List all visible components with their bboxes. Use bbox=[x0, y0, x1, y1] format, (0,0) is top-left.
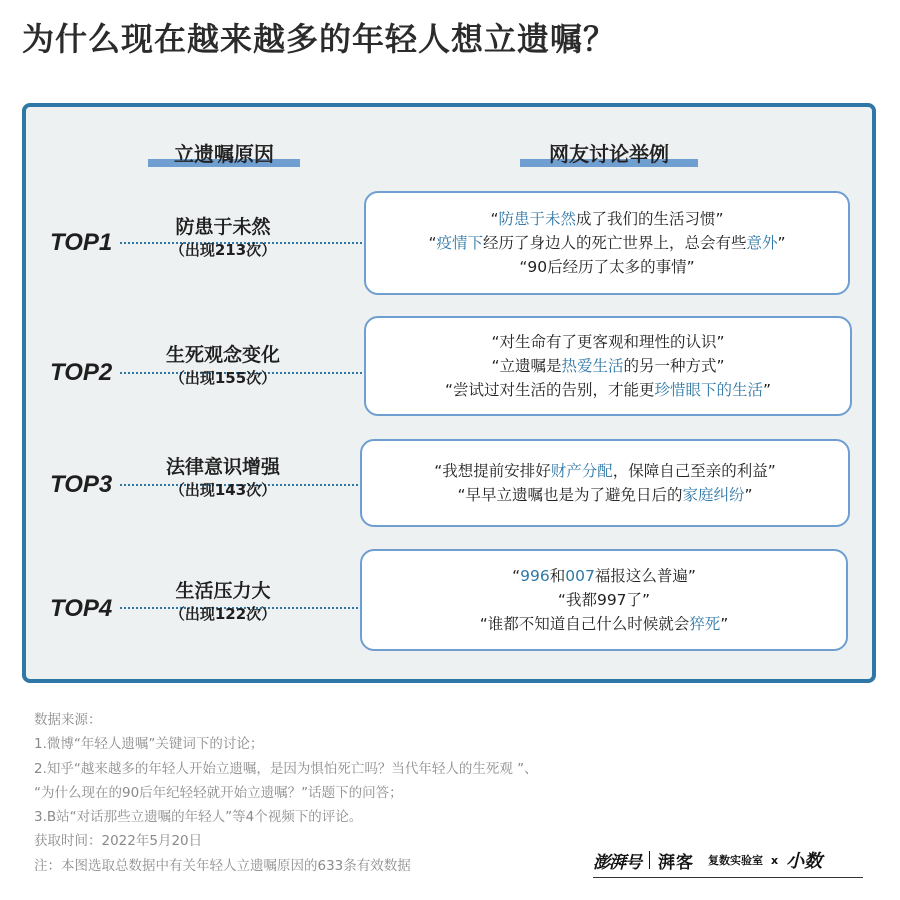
highlight-keyword: 意外 bbox=[746, 234, 778, 252]
quote-text: “对生命有了更客观和理性的认识” bbox=[491, 333, 725, 351]
reason-count: （出现213次） bbox=[169, 241, 277, 259]
paike-logo: 湃客 bbox=[658, 852, 694, 873]
rank-label: TOP4 bbox=[50, 595, 113, 622]
reason-item bbox=[133, 455, 313, 501]
source-line: 数据来源： bbox=[34, 712, 102, 728]
quote-text: ，保障自己至亲的利益” bbox=[612, 462, 776, 480]
publisher-logos bbox=[593, 845, 863, 878]
rank-label: TOP2 bbox=[50, 359, 113, 386]
quote-line bbox=[366, 255, 848, 279]
reason-count: （出现155次） bbox=[169, 369, 277, 387]
reasons-header bbox=[148, 143, 300, 167]
data-source-note bbox=[34, 708, 538, 878]
quote-text: “ bbox=[512, 567, 521, 585]
quote-text: “ bbox=[428, 234, 437, 252]
source-line: 注：本图选取总数据中有关年轻人立遗嘱原因的633条有效数据 bbox=[34, 857, 411, 874]
quote-text: ” bbox=[763, 381, 772, 399]
reasons-header-label: 立遗嘱原因 bbox=[174, 142, 274, 166]
source-line: 获取时间：2022年5月20日 bbox=[34, 833, 203, 850]
highlight-keyword: 珍惜眼下的生活 bbox=[654, 381, 763, 399]
quote-text: 和 bbox=[549, 567, 566, 585]
page-title: 为什么现在越来越多的年轻人想立遗嘱？ bbox=[22, 20, 617, 58]
highlight-keyword: 热爱生活 bbox=[561, 357, 624, 375]
reason-name: 生活压力大 bbox=[175, 580, 271, 602]
quote-line bbox=[366, 354, 850, 378]
quote-text: “尝试过对生活的告别，才能更 bbox=[444, 381, 655, 399]
reason-name: 防患于未然 bbox=[175, 216, 271, 238]
quote-line bbox=[362, 612, 846, 636]
quote-text: “90后经历了太多的事情” bbox=[519, 258, 695, 276]
highlight-keyword: 疫情下 bbox=[436, 234, 483, 252]
fushu-lab-logo: 复数实验室 bbox=[708, 854, 763, 867]
quote-line bbox=[366, 207, 848, 231]
source-line: 1.微博“年轻人遗嘱”关键词下的讨论； bbox=[34, 736, 264, 753]
quote-line bbox=[362, 459, 848, 483]
examples-header bbox=[520, 143, 698, 167]
quote-line bbox=[366, 231, 848, 255]
quote-box bbox=[364, 316, 852, 416]
examples-header-label: 网友讨论举例 bbox=[549, 142, 669, 166]
rank-label: TOP3 bbox=[50, 471, 113, 498]
quote-box bbox=[360, 549, 848, 651]
quote-line bbox=[362, 483, 848, 507]
reason-name: 生死观念变化 bbox=[165, 344, 280, 366]
quote-text: ” bbox=[777, 234, 786, 252]
quote-box bbox=[364, 191, 850, 295]
highlight-keyword: 家庭纠纷 bbox=[682, 486, 745, 504]
xiaoshu-logo: 小数 bbox=[786, 851, 823, 872]
quote-text: 经历了身边人的死亡世界上，总会有些 bbox=[482, 234, 747, 252]
quote-text: “谁都不知道自己什么时候就会 bbox=[479, 615, 690, 633]
quote-box bbox=[360, 439, 850, 527]
highlight-keyword: 财产分配 bbox=[550, 462, 613, 480]
logo-x: x bbox=[771, 853, 779, 867]
highlight-keyword: 996 bbox=[520, 567, 550, 585]
highlight-keyword: 猝死 bbox=[689, 615, 721, 633]
quote-line bbox=[366, 330, 850, 354]
quote-text: “我都997了” bbox=[557, 591, 651, 609]
quote-line bbox=[362, 588, 846, 612]
quote-text: 成了我们的生活习惯” bbox=[576, 210, 724, 228]
reason-count: （出现143次） bbox=[169, 481, 277, 499]
reason-name: 法律意识增强 bbox=[165, 456, 280, 478]
quote-text: 福报这么普遍” bbox=[594, 567, 696, 585]
source-line: 3.B站“对话那些立遗嘱的年轻人”等4个视频下的评论。 bbox=[34, 809, 363, 826]
source-line: 2.知乎“越来越多的年轻人开始立遗嘱，是因为惧怕死亡吗？当代年轻人的生死观 ”、 bbox=[34, 760, 538, 777]
reason-item bbox=[133, 343, 313, 389]
quote-text: “我想提前安排好 bbox=[434, 462, 551, 480]
quote-text: ” bbox=[744, 486, 753, 504]
pengpai-logo: 澎湃号 bbox=[593, 852, 641, 873]
source-line: “为什么现在的90后年纪轻轻就开始立遗嘱？”话题下的问答； bbox=[34, 784, 403, 801]
rank-label: TOP1 bbox=[50, 229, 113, 256]
reason-item bbox=[133, 579, 313, 625]
quote-line bbox=[362, 564, 846, 588]
logo-divider bbox=[649, 851, 650, 869]
quote-text: “ bbox=[490, 210, 499, 228]
quote-text: ” bbox=[720, 615, 729, 633]
reasons-panel bbox=[22, 103, 876, 683]
quote-line bbox=[366, 378, 850, 402]
highlight-keyword: 007 bbox=[565, 567, 595, 585]
quote-text: “早早立遗嘱也是为了避免日后的 bbox=[457, 486, 683, 504]
quote-text: “立遗嘱是 bbox=[491, 357, 562, 375]
reason-item bbox=[133, 215, 313, 261]
quote-text: 的另一种方式” bbox=[623, 357, 725, 375]
reason-count: （出现122次） bbox=[169, 605, 277, 623]
highlight-keyword: 防患于未然 bbox=[498, 210, 576, 228]
